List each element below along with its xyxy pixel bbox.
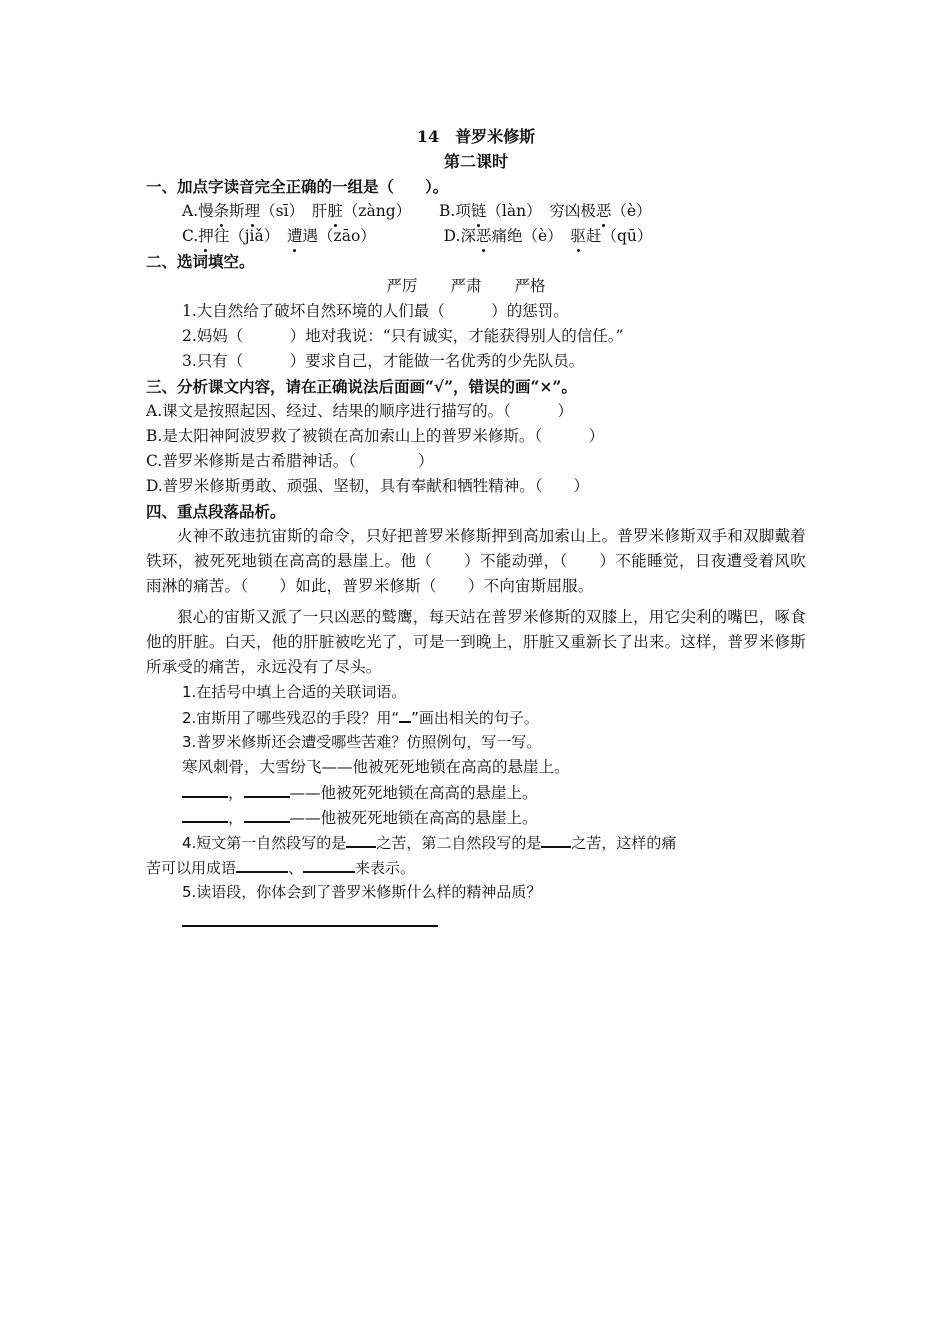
q2-word: 严肃 xyxy=(450,277,482,295)
q1-option-c: C.押往（jiǎ） 遭遇（zāo） xyxy=(182,227,376,245)
worksheet xyxy=(146,124,806,927)
q3-item: A.课文是按照起因、经过、结果的顺序进行描写的。（ ） xyxy=(146,402,573,420)
answer-blank[interactable] xyxy=(182,780,228,798)
task-2: 2.宙斯用了哪些残忍的手段？用“ ”画出相关的句子。 xyxy=(146,705,806,730)
answer-blank[interactable] xyxy=(236,855,288,873)
task-4-line-1: 4.短文第一自然段写的是 之苦，第二自然段写的是 之苦，这样的痛 xyxy=(146,830,806,855)
q1-option-b: B.项链（làn） 穷凶极恶（è） xyxy=(439,202,651,220)
q1-row2 xyxy=(146,224,806,249)
example-sentence: 寒风刺骨，大雪纷飞——他被死死地锁在高高的悬崖上。 xyxy=(182,758,570,776)
q1-row1 xyxy=(146,199,806,224)
task-3: 3.普罗米修斯还会遭受哪些苦难？仿照例句，写一写。 xyxy=(182,733,542,751)
q3-item: B.是太阳神阿波罗救了被锁在高加索山上的普罗米修斯。（ ） xyxy=(146,427,605,445)
answer-blank[interactable] xyxy=(244,805,290,823)
q2-item: 3.只有（ ）要求自己，才能做一名优秀的少先队员。 xyxy=(182,352,585,370)
q2-word-bank xyxy=(146,274,806,299)
q2-heading: 二、选词填空。 xyxy=(146,252,255,271)
answer-blank[interactable] xyxy=(182,805,228,823)
q2-word: 严格 xyxy=(514,277,546,295)
fill-line-1: ， ——他被死死地锁在高高的悬崖上。 xyxy=(146,780,806,805)
q3-item: C.普罗米修斯是古希腊神话。（ ） xyxy=(146,452,434,470)
lesson-subtitle: 第二课时 xyxy=(443,152,508,171)
q3-item: D.普罗米修斯勇敢、顽强、坚韧，具有奉献和牺牲精神。（ ） xyxy=(146,477,590,495)
underline-sample xyxy=(399,705,411,723)
q1-option-d: D.深恶痛绝（è） 驱赶（qū） xyxy=(444,227,653,245)
task-4-line-2: 苦可以用成语 、 来表示。 xyxy=(146,855,806,880)
q2-item: 2.妈妈（ ）地对我说：“只有诚实，才能获得别人的信任。” xyxy=(182,327,624,345)
answer-blank[interactable] xyxy=(303,855,355,873)
answer-blank[interactable] xyxy=(541,830,571,848)
q1-heading: 一、加点字读音完全正确的一组是（ ）。 xyxy=(146,177,449,196)
q1-option-a: A.慢条斯理（sī） 肝脏（zàng） xyxy=(182,202,411,220)
fill-line-2: ， ——他被死死地锁在高高的悬崖上。 xyxy=(146,805,806,830)
q2-item: 1.大自然给了破坏自然环境的人们最（ ）的惩罚。 xyxy=(182,302,569,320)
task-1: 1.在括号中填上合适的关联词语。 xyxy=(182,683,407,701)
q3-heading: 三、分析课文内容，请在正确说法后面画“√”，错误的画“×”。 xyxy=(146,377,577,396)
answer-line[interactable] xyxy=(182,905,438,927)
q2-word: 严厉 xyxy=(386,277,418,295)
answer-blank[interactable] xyxy=(244,780,290,798)
reading-paragraph-2: 狠心的宙斯又派了一只凶恶的鹫鹰，每天站在普罗米修斯的双膝上，用它尖利的嘴巴，啄食他的肝脏。白天，他的肝脏被吃光了，可是一到晚上，肝脏又重新长了出来。这样，普罗米修斯所承受的痛苦，永远没有了尽头。 xyxy=(146,608,806,676)
task-5: 5.读语段，你体会到了普罗米修斯什么样的精神品质？ xyxy=(182,883,542,901)
q4-heading: 四、重点段落品析。 xyxy=(146,502,286,521)
answer-blank[interactable] xyxy=(346,830,376,848)
reading-paragraph-1: 火神不敢违抗宙斯的命令，只好把普罗米修斯押到高加索山上。普罗米修斯双手和双脚戴着铁环，被死死地锁在高高的悬崖上。他（ ）不能动弹，（ ）不能睡觉，日夜遭受着风吹雨淋的痛苦。（ ）如此，普罗米修斯（ ）不向宙斯屈服。 xyxy=(146,527,806,595)
lesson-title: 14 普罗米修斯 xyxy=(416,127,536,146)
